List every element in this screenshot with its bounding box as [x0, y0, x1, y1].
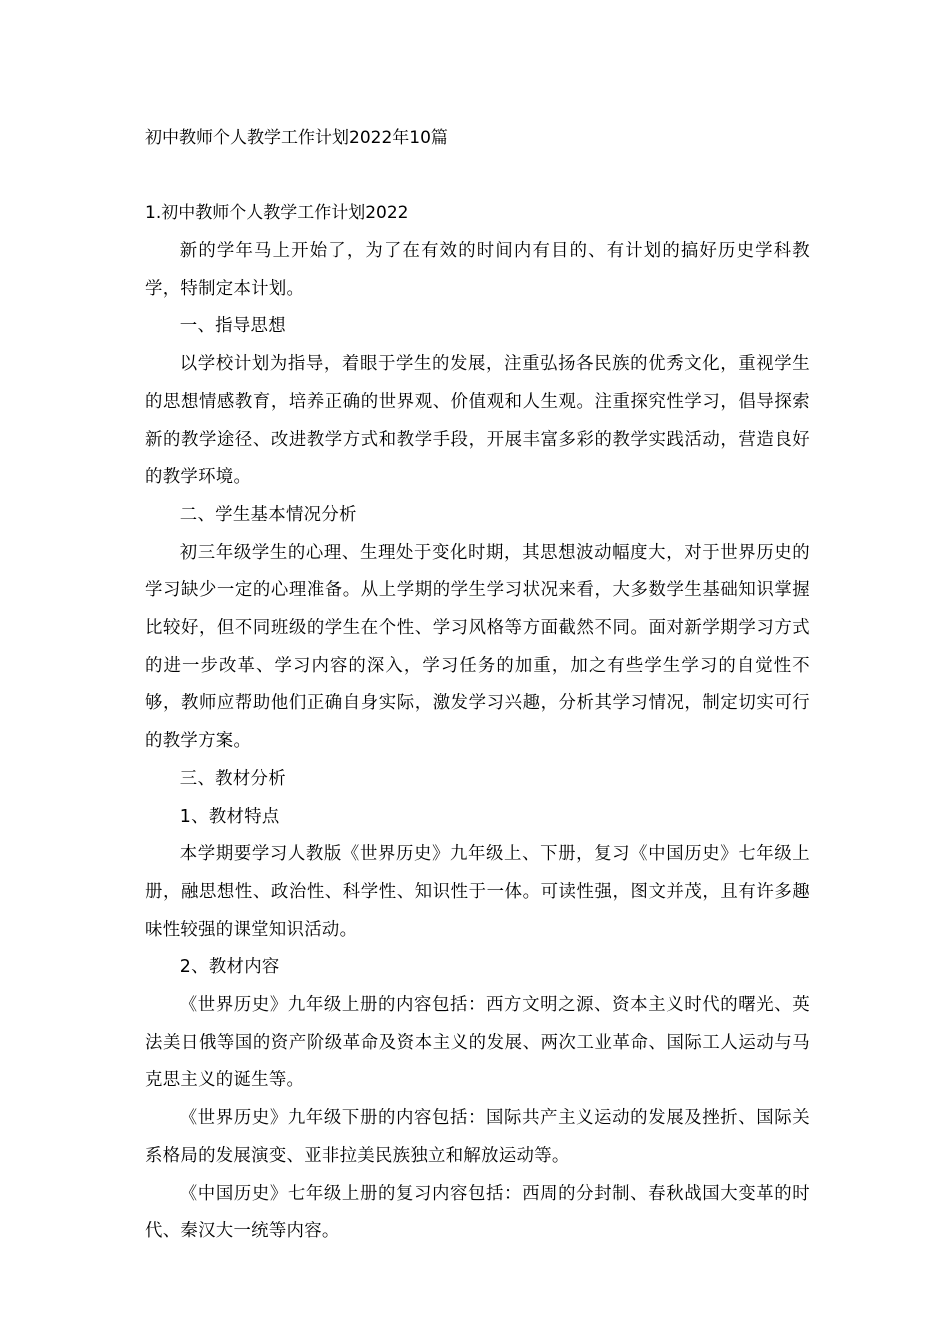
heading-textbook-features: 1、教材特点: [179, 806, 280, 827]
student-analysis-paragraph: 初三年级学生的心理、生理处于变化时期，其思想波动幅度大，对于世界历史的学习缺少一定的心理准备。从上学期的学生学习状况来看，大多数学生基础知识掌握比较好，但不同班级的学生在个性、学习风格等方面截然不同。面对新学期学习方式的进一步改革、学习内容的深入，学习任务的加重，加之有些学生学习的自觉性不够，教师应帮助他们正确自身实际，激发学习兴趣，分析其学习情况，制定切实可行的教学方案。: [145, 542, 810, 752]
heading-textbook-content: 2、教材内容: [179, 957, 280, 978]
intro-paragraph: 新的学年马上开始了，为了在有效的时间内有目的、有计划的搞好历史学科教学，特制定本计划。: [145, 241, 810, 299]
section-title: 1.初中教师个人教学工作计划2022: [145, 203, 409, 223]
chinese-history-review-paragraph: 《中国历史》七年级上册的复习内容包括：西周的分封制、春秋战国大变革的时代、秦汉大一统等内容。: [145, 1183, 810, 1242]
textbook-features-paragraph: 本学期要学习人教版《世界历史》九年级上、下册，复习《中国历史》七年级上册，融思想性、政治性、科学性、知识性于一体。可读性强，图文并茂，且有许多趣味性较强的课堂知识活动。: [145, 844, 810, 940]
guiding-ideology-paragraph: 以学校计划为指导，着眼于学生的发展，注重弘扬各民族的优秀文化，重视学生的思想情感教育，培养正确的世界观、价值观和人生观。注重探究性学习，倡导探索新的教学途径、改进教学方式和教学手段，开展丰富多彩的教学实践活动，营造良好的教学环境。: [145, 354, 810, 488]
heading-textbook-analysis: 三、教材分析: [179, 768, 286, 789]
world-history-lower-paragraph: 《世界历史》九年级下册的内容包括：国际共产主义运动的发展及挫折、国际关系格局的发展演变、亚非拉美民族独立和解放运动等。: [145, 1108, 810, 1166]
heading-guiding-ideology: 一、指导思想: [179, 316, 286, 337]
document-title: 初中教师个人教学工作计划2022年10篇: [145, 128, 448, 148]
document-body: [145, 233, 810, 1251]
heading-student-analysis: 二、学生基本情况分析: [179, 504, 357, 525]
world-history-upper-paragraph: 《世界历史》九年级上册的内容包括：西方文明之源、资本主义时代的曙光、英法美日俄等国的资产阶级革命及资本主义的发展、两次工业革命、国际工人运动与马克思主义的诞生等。: [145, 995, 810, 1091]
